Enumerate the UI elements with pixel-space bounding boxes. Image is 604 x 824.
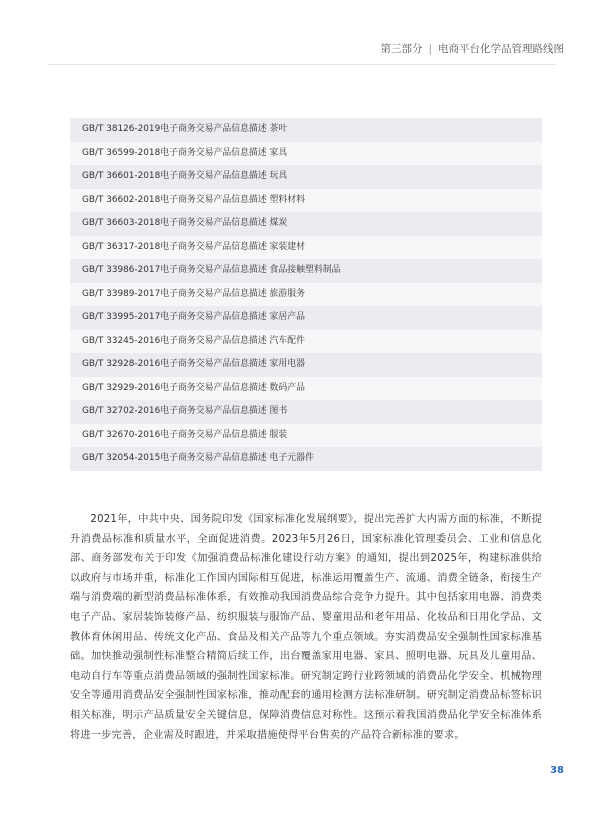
header-title: 电商平台化学品管理路线图: [438, 43, 564, 55]
table-row: GB/T 32054-2015电子商务交易产品信息描述 电子元器件: [70, 447, 542, 471]
header-separator: |: [428, 42, 432, 55]
running-header: [380, 41, 564, 56]
table-row: GB/T 36601-2018电子商务交易产品信息描述 玩具: [70, 165, 542, 189]
table-row: GB/T 38126-2019电子商务交易产品信息描述 茶叶: [70, 118, 542, 142]
table-row: GB/T 33245-2016电子商务交易产品信息描述 汽车配件: [70, 330, 542, 354]
header-part: 第三部分: [380, 43, 423, 55]
table-row: GB/T 33995-2017电子商务交易产品信息描述 家居产品: [70, 306, 542, 330]
table-row: GB/T 32702-2016电子商务交易产品信息描述 图书: [70, 400, 542, 424]
body-paragraph: 2021年，中共中央、国务院印发《国家标准化发展纲要》，提出完善扩大内需方面的标准，不断提升消费品标准和质量水平，全面促进消费。2023年5月26日，国家标准化管理委员会、工业和信息化部、商务部发布关于印发《加强消费品标准化建设行动方案》的通知，提出到2025年，构建标准供给以政府与市场并重，标准化工作国内国际相互促进，标准运用覆盖生产、流通、消费全链条，衔接生产端与消费端的新型消费品标准体系，有效推动我国消费品综合竞争力提升。其中包括家用电器、消费类电子产品、家居装饰装修产品、纺织服装与服饰产品、婴童用品和老年用品、化妆品和日用化学品、文教体育休闲用品、传统文化产品、食品及相关产品等九个重点领域。夯实消费品安全强制性国家标准基础。加快推动强制性标准整合精简后续工作，出台覆盖家用电器、家具、照明电器、玩具及儿童用品、电动自行车等重点消费品领域的强制性国家标准。研究制定跨行业跨领域的消费品化学安全、机械物理安全等通用消费品安全强制性国家标准，推动配套的通用检测方法标准研制。研究制定消费品标签标识相关标准，明示产品质量安全关键信息，保障消费信息对称性。这预示着我国消费品化学安全标准体系将进一步完善，企业需及时跟进，并采取措施使得平台售卖的产品符合新标准的要求。: [70, 514, 542, 741]
table-row: GB/T 36317-2018电子商务交易产品信息描述 家装建材: [70, 236, 542, 260]
table-row: GB/T 33989-2017电子商务交易产品信息描述 旅游服务: [70, 283, 542, 307]
table-row: GB/T 32670-2016电子商务交易产品信息描述 服装: [70, 424, 542, 448]
table-row: GB/T 36599-2018电子商务交易产品信息描述 家具: [70, 142, 542, 166]
table-row: GB/T 36603-2018电子商务交易产品信息描述 煤炭: [70, 212, 542, 236]
table-row: GB/T 33986-2017电子商务交易产品信息描述 食品接触塑料制品: [70, 259, 542, 283]
header-divider: [48, 64, 556, 65]
table-row: GB/T 32928-2016电子商务交易产品信息描述 家用电器: [70, 353, 542, 377]
page-number: 38: [550, 765, 564, 776]
standards-table: [70, 118, 542, 471]
table-row: GB/T 36602-2018电子商务交易产品信息描述 塑料材料: [70, 189, 542, 213]
table-row: GB/T 32929-2016电子商务交易产品信息描述 数码产品: [70, 377, 542, 401]
